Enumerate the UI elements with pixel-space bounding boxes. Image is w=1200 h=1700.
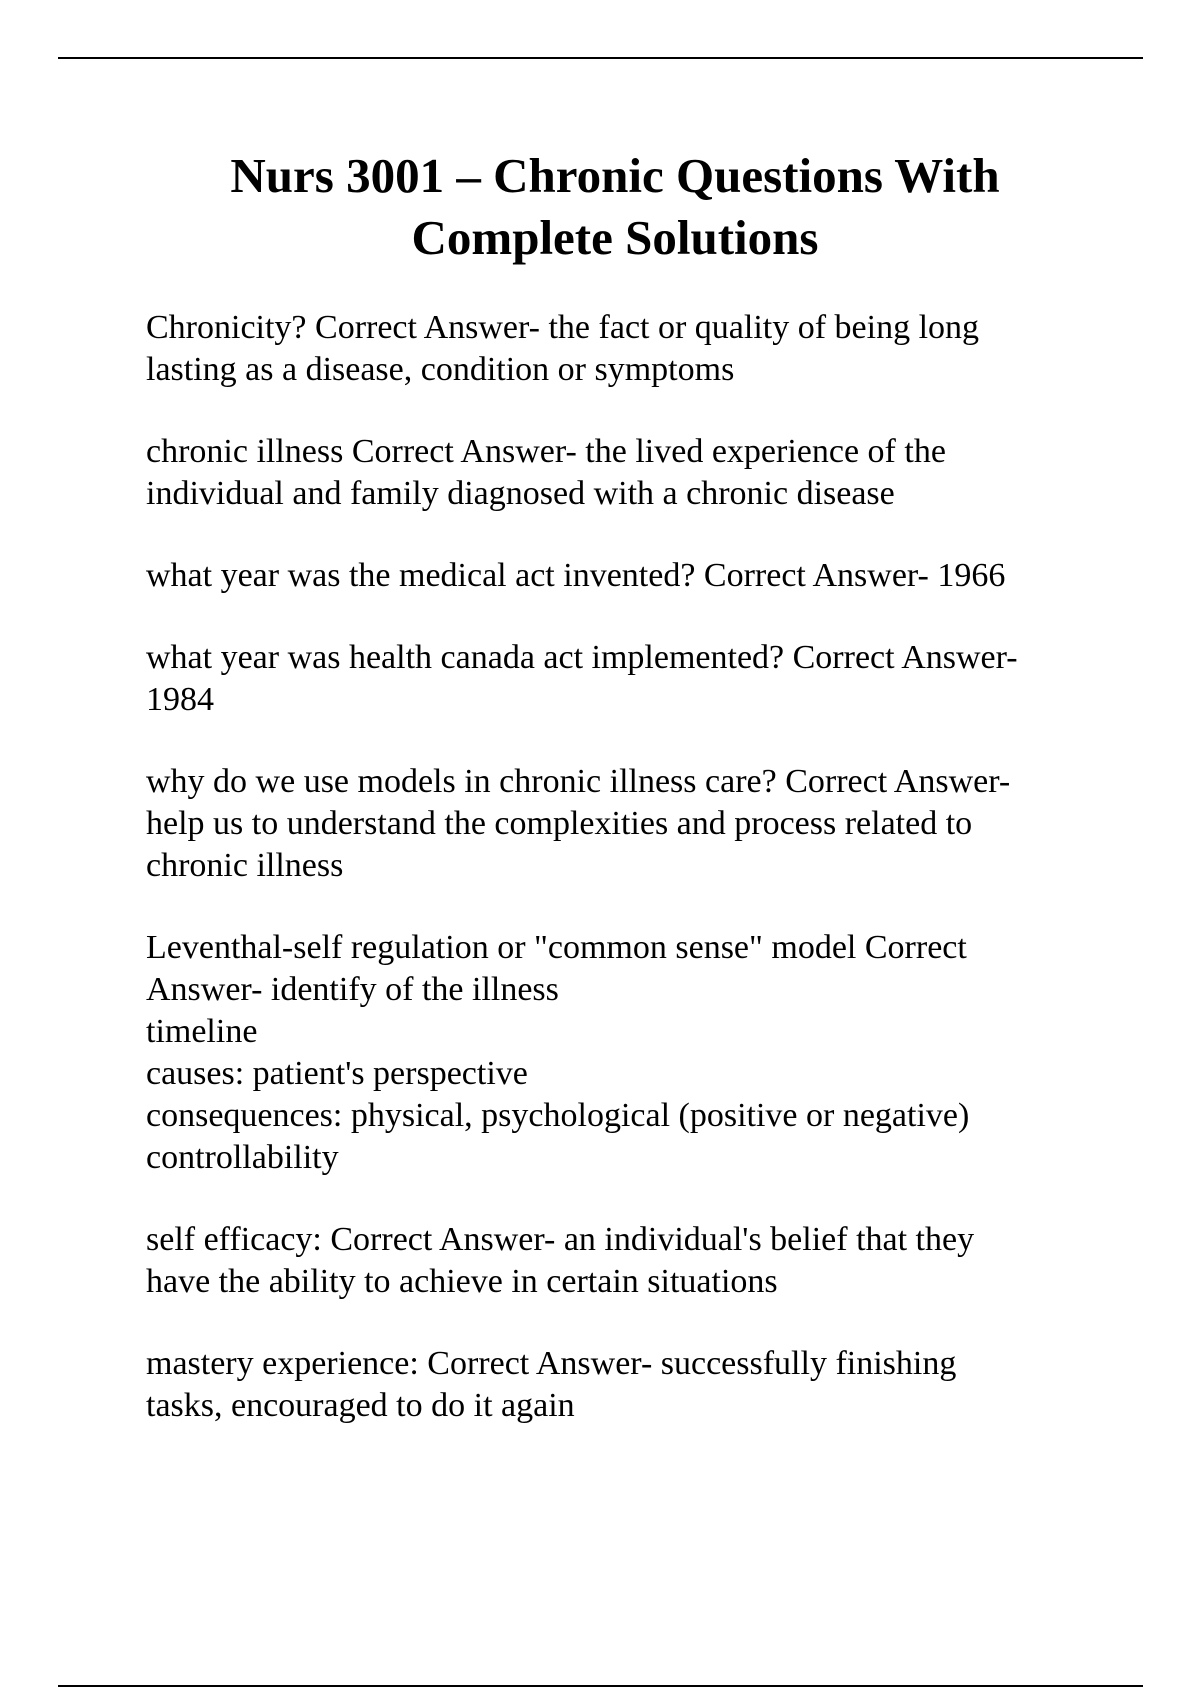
qa-line: mastery experience: Correct Answer- successfully finishing (146, 1345, 957, 1382)
qa-item-chronic-illness (146, 431, 1126, 515)
qa-line: Answer- identify of the illness (146, 971, 559, 1008)
qa-item-medical-act (146, 555, 1126, 597)
qa-line: tasks, encouraged to do it again (146, 1387, 575, 1424)
qa-item-mastery-experience (146, 1343, 1126, 1427)
qa-item-leventhal-model (146, 927, 1126, 1179)
qa-line: consequences: physical, psychological (positive or negative) (146, 1097, 970, 1134)
qa-item-models (146, 761, 1126, 887)
qa-line: 1984 (146, 681, 214, 718)
qa-line: what year was the medical act invented? Correct Answer- 1966 (146, 557, 1006, 594)
qa-line: what year was health canada act implemented? Correct Answer- (146, 639, 1018, 676)
qa-line: chronic illness Correct Answer- the lived experience of the (146, 433, 946, 470)
qa-line: help us to understand the complexities and process related to (146, 805, 973, 842)
top-rule (58, 57, 1143, 59)
qa-item-chronicity (146, 307, 1126, 391)
qa-line: lasting as a disease, condition or symptoms (146, 351, 735, 388)
bottom-rule (58, 1685, 1143, 1687)
title-line-2: Complete Solutions (411, 210, 819, 265)
qa-item-health-canada-act (146, 637, 1126, 721)
qa-list (146, 307, 1126, 1467)
qa-line: Leventhal-self regulation or "common sense" model Correct (146, 929, 967, 966)
qa-line: Chronicity? Correct Answer- the fact or quality of being long (146, 309, 980, 346)
qa-line: why do we use models in chronic illness care? Correct Answer- (146, 763, 1011, 800)
document-title (120, 145, 1110, 269)
qa-line: causes: patient's perspective (146, 1055, 528, 1092)
title-line-1: Nurs 3001 – Chronic Questions With (230, 148, 1000, 203)
qa-line: chronic illness (146, 847, 344, 884)
qa-line: individual and family diagnosed with a chronic disease (146, 475, 895, 512)
qa-item-self-efficacy (146, 1219, 1126, 1303)
qa-line: self efficacy: Correct Answer- an individual's belief that they (146, 1221, 975, 1258)
qa-line: have the ability to achieve in certain situations (146, 1263, 778, 1300)
qa-line: controllability (146, 1139, 339, 1176)
qa-line: timeline (146, 1013, 258, 1050)
